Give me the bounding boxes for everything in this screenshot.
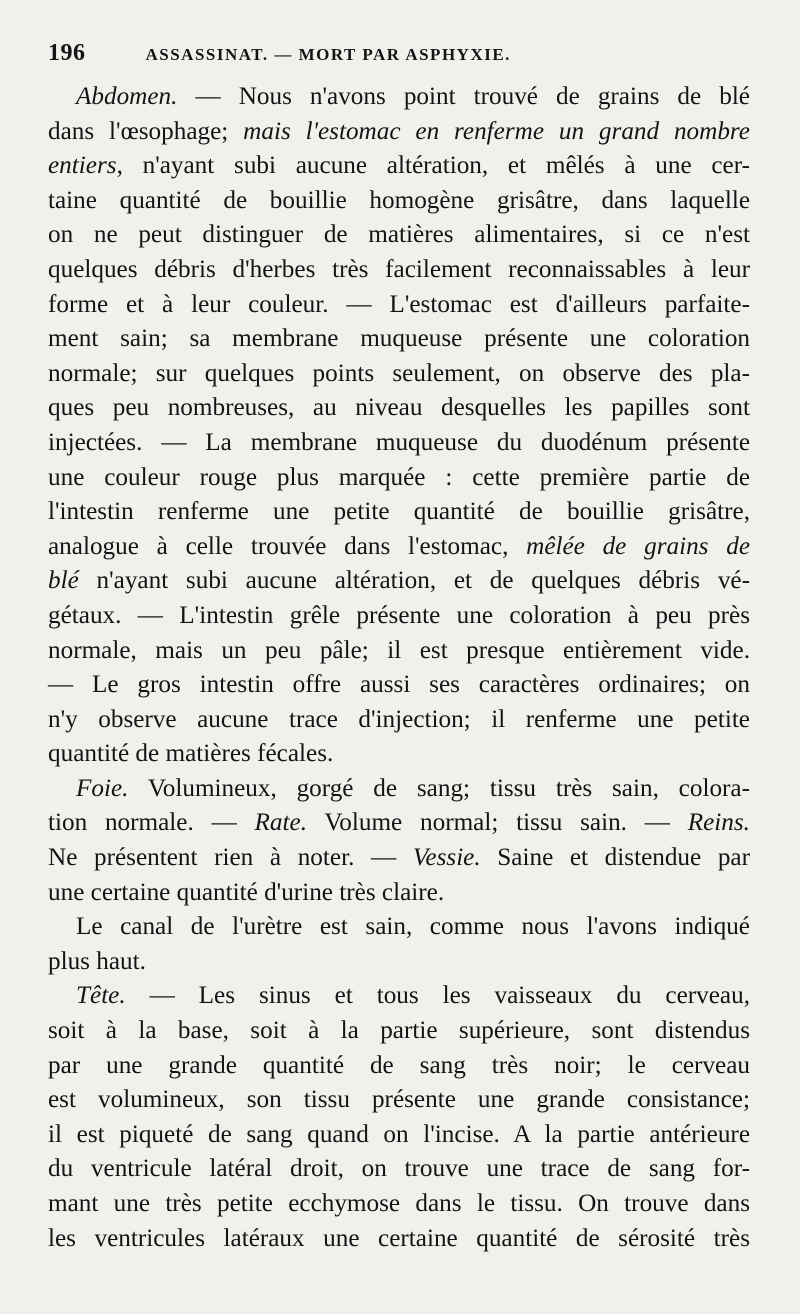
italic-text: Foie. [76, 774, 129, 802]
text-run: — Le gros intestin offre aussi ses caractères ordinaires; on [48, 671, 750, 699]
text-line [48, 253, 750, 288]
text-run: Le canal de l'urètre est sain, comme nous l'avons indiqué [76, 913, 750, 941]
text-run: est volumineux, son tissu présente une grande consistance; [48, 1086, 750, 1114]
text-run: une certaine quantité d'urine très claire. [48, 878, 445, 906]
text-run: Volumineux, gorgé de sang; tissu très sain, colora- [128, 774, 750, 802]
text-run: du ventricule latéral droit, on trouve une trace de sang for- [48, 1155, 750, 1183]
italic-text: Tête. [76, 982, 126, 1010]
text-run: Saine et distendue par [480, 844, 750, 872]
text-line [48, 1187, 750, 1222]
text-line [48, 184, 750, 219]
text-run: gétaux. — L'intestin grêle présente une coloration à peu près [48, 601, 750, 629]
text-line [48, 668, 750, 703]
italic-text: Vessie. [412, 844, 481, 872]
text-line [48, 599, 750, 634]
text-run: une couleur rouge plus marquée : cette première partie de [48, 463, 750, 491]
running-header [48, 40, 750, 80]
page-number: 196 [48, 40, 86, 66]
text-line [48, 391, 750, 426]
text-run: n'ayant subi aucune altération, et de quelques débris vé- [78, 567, 750, 595]
text-run: il est piqueté de sang quand on l'incise. A la partie antérieure [48, 1120, 750, 1148]
paragraph [48, 979, 750, 1256]
text-run: mant une très petite ecchymose dans le tissu. On trouve dans [48, 1190, 750, 1217]
text-line [48, 1222, 750, 1257]
text-line [48, 910, 750, 945]
text-line [48, 1049, 750, 1084]
running-title: ASSASSINAT. — MORT PAR ASPHYXIE. [145, 45, 511, 64]
italic-text: mais l'estomac en renferme un grand nombre [243, 117, 750, 145]
text-line [48, 772, 750, 807]
text-line [48, 1014, 750, 1049]
text-line [48, 945, 750, 980]
text-line [48, 149, 750, 184]
italic-text: Abdomen. [76, 83, 178, 110]
paragraph [48, 910, 750, 979]
body-text [48, 80, 750, 1256]
italic-text: entiers [48, 152, 117, 180]
text-run: l'intestin renferme une petite quantité de bouillie grisâtre, [48, 498, 750, 526]
text-line [48, 426, 750, 461]
text-run: normale; sur quelques points seulement, on observe des pla- [48, 359, 750, 387]
text-line [48, 80, 750, 115]
text-run: , n'ayant subi aucune altération, et mêlés à une cer- [116, 152, 750, 180]
text-run: quelques débris d'herbes très facilement reconnaissables à leur [48, 255, 750, 283]
text-run: — Les sinus et tous les vaisseaux du cerveau, [125, 982, 750, 1010]
italic-text: blé [48, 567, 79, 595]
text-line [48, 1083, 750, 1118]
italic-text: Rate. [254, 809, 307, 837]
text-line [48, 115, 750, 150]
text-line [48, 322, 750, 357]
text-line [48, 218, 750, 253]
text-line [48, 634, 750, 669]
text-run: normale, mais un peu pâle; il est presque entièrement vide. [48, 636, 750, 664]
text-run: forme et à leur couleur. — L'estomac est d'ailleurs parfaite- [48, 290, 750, 318]
italic-text: mêlée de grains de [526, 532, 750, 560]
text-run: on ne peut distinguer de matières alimentaires, si ce n'est [48, 221, 750, 249]
text-line [48, 979, 750, 1014]
text-run: quantité de matières fécales. [48, 740, 334, 768]
text-line [48, 1152, 750, 1187]
text-run: injectées. — La membrane muqueuse du duodénum présente [48, 428, 750, 456]
text-run: par une grande quantité de sang très noir; le cerveau [48, 1051, 750, 1079]
text-run: ques peu nombreuses, au niveau desquelles les papilles sont [48, 394, 750, 422]
text-run: Volume normal; tissu sain. — [307, 809, 688, 837]
text-line [48, 495, 750, 530]
text-line [48, 288, 750, 323]
text-line [48, 461, 750, 496]
text-run: soit à la base, soit à la partie supérieure, sont distendus [48, 1017, 750, 1045]
text-line [48, 876, 750, 911]
paragraph [48, 80, 750, 772]
text-line [48, 841, 750, 876]
text-line [48, 357, 750, 392]
text-line [48, 806, 750, 841]
text-run: tion normale. — [48, 809, 255, 837]
text-line [48, 737, 750, 772]
text-line [48, 564, 750, 599]
text-line [48, 530, 750, 565]
text-run: analogue à celle trouvée dans l'estomac, [48, 532, 527, 560]
text-line [48, 703, 750, 738]
text-run: les ventricules latéraux une certaine quantité de sérosité très [48, 1224, 750, 1252]
text-run: n'y observe aucune trace d'injection; il renferme une petite [48, 705, 750, 733]
text-line [48, 1118, 750, 1153]
italic-text: Reins. [687, 809, 750, 837]
text-run: dans l'œsophage; [48, 117, 244, 145]
text-run: ment sain; sa membrane muqueuse présente une coloration [48, 325, 750, 353]
text-run: — Nous n'avons point trouvé de grains de blé [177, 83, 750, 110]
text-run: plus haut. [48, 947, 146, 975]
paragraph [48, 772, 750, 910]
text-run: Ne présentent rien à noter. — [48, 844, 413, 872]
text-run: taine quantité de bouillie homogène grisâtre, dans laquelle [48, 186, 750, 214]
